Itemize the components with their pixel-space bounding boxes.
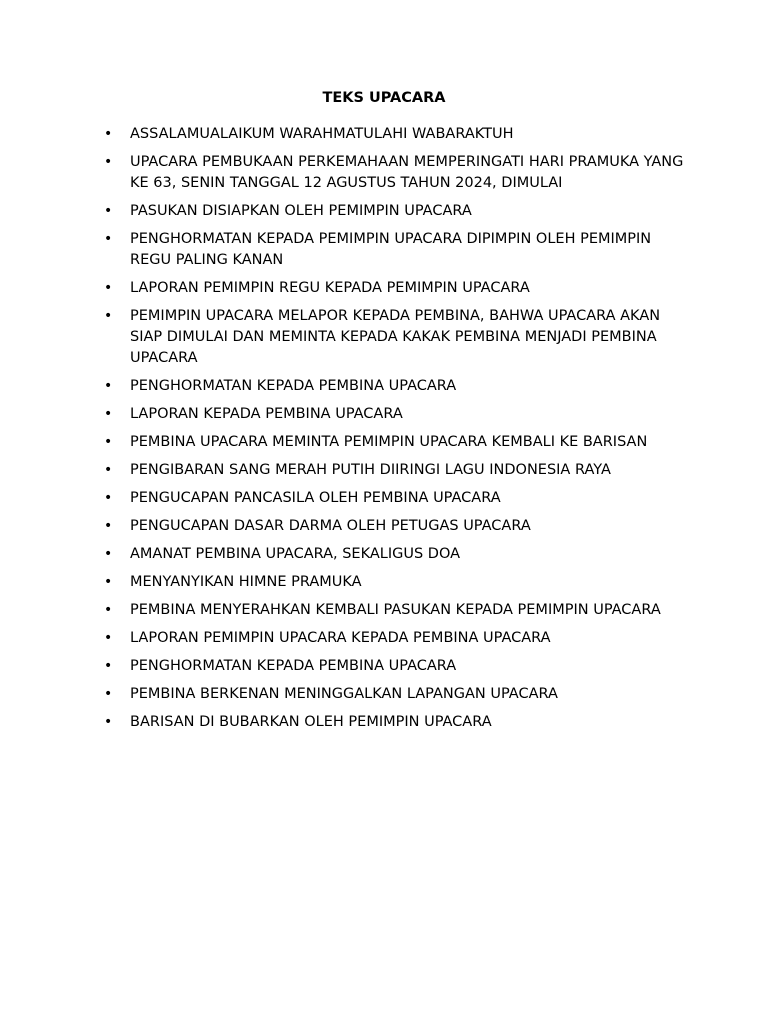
bullet-icon: • [104,406,113,422]
list-item-text: PEMBINA BERKENAN MENINGGALKAN LAPANGAN UPACARA [130,686,558,702]
list-item [104,201,684,222]
bullet-icon: • [104,518,113,534]
bullet-list [104,124,684,740]
list-item-text: PENGHORMATAN KEPADA PEMBINA UPACARA [130,378,457,394]
list-item-text: AMANAT PEMBINA UPACARA, SEKALIGUS DOA [130,546,461,562]
list-item-text: PEMIMPIN UPACARA MELAPOR KEPADA PEMBINA, BAHWA UPACARA AKAN SIAP DIMULAI DAN MEMINTA KEPADA KAKAK PEMBINA MENJADI PEMBINA UPACARA [130,308,661,366]
list-item-text: LAPORAN PEMIMPIN REGU KEPADA PEMIMPIN UPACARA [130,280,530,296]
list-item-text: UPACARA PEMBUKAAN PERKEMAHAAN MEMPERINGATI HARI PRAMUKA YANG KE 63, SENIN TANGGAL 12 AGUSTUS TAHUN 2024, DIMULAI [130,154,684,191]
list-item [104,404,684,425]
bullet-icon: • [104,203,113,219]
bullet-icon: • [104,546,113,562]
list-item-text: PENGUCAPAN DASAR DARMA OLEH PETUGAS UPACARA [130,518,531,534]
list-item-text: PENGHORMATAN KEPADA PEMIMPIN UPACARA DIPIMPIN OLEH PEMIMPIN REGU PALING KANAN [130,231,652,268]
bullet-icon: • [104,490,113,506]
list-item-text: PEMBINA MENYERAHKAN KEMBALI PASUKAN KEPADA PEMIMPIN UPACARA [130,602,661,618]
bullet-icon: • [104,378,113,394]
list-item [104,628,684,649]
list-item-text: PASUKAN DISIAPKAN OLEH PEMIMPIN UPACARA [130,203,472,219]
list-item-text: PENGUCAPAN PANCASILA OLEH PEMBINA UPACARA [130,490,501,506]
bullet-icon: • [104,308,113,324]
list-item [104,306,684,369]
bullet-icon: • [104,462,113,478]
list-item-text: MENYANYIKAN HIMNE PRAMUKA [130,574,362,590]
page-title: TEKS UPACARA [322,90,446,106]
list-item [104,460,684,481]
bullet-icon: • [104,714,113,730]
bullet-icon: • [104,686,113,702]
list-item [104,684,684,705]
list-item-text: ASSALAMUALAIKUM WARAHMATULAHI WABARAKTUH [130,126,514,142]
list-item [104,376,684,397]
list-item-text: LAPORAN KEPADA PEMBINA UPACARA [130,406,403,422]
list-item [104,432,684,453]
list-item [104,278,684,299]
list-item [104,488,684,509]
bullet-icon: • [104,602,113,618]
list-item-text: PENGHORMATAN KEPADA PEMBINA UPACARA [130,658,457,674]
bullet-icon: • [104,280,113,296]
list-item [104,229,684,271]
bullet-icon: • [104,126,113,142]
list-item-text: PENGIBARAN SANG MERAH PUTIH DIIRINGI LAGU INDONESIA RAYA [130,462,611,478]
list-item [104,516,684,537]
list-item [104,712,684,733]
bullet-icon: • [104,658,113,674]
list-item [104,124,684,145]
bullet-icon: • [104,574,113,590]
list-item [104,600,684,621]
list-item-text: PEMBINA UPACARA MEMINTA PEMIMPIN UPACARA KEMBALI KE BARISAN [130,434,648,450]
bullet-icon: • [104,154,113,170]
bullet-icon: • [104,434,113,450]
list-item [104,656,684,677]
list-item-text: BARISAN DI BUBARKAN OLEH PEMIMPIN UPACARA [130,714,492,730]
list-item-text: LAPORAN PEMIMPIN UPACARA KEPADA PEMBINA UPACARA [130,630,551,646]
list-item [104,544,684,565]
list-item [104,152,684,194]
list-item [104,572,684,593]
bullet-icon: • [104,231,113,247]
bullet-icon: • [104,630,113,646]
